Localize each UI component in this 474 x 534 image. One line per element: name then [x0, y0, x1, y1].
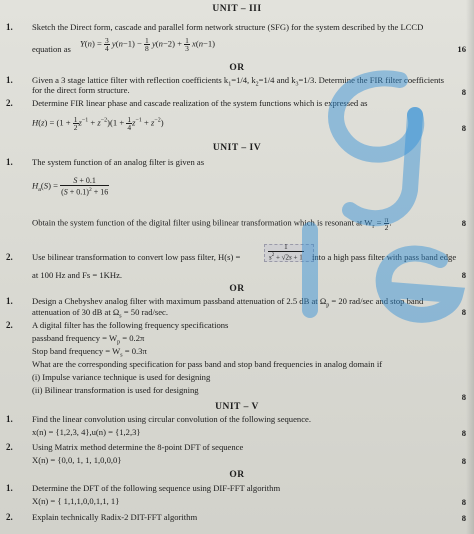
question-number: 1. — [6, 296, 13, 306]
question-text: at 100 Hz and Fs = 1KHz. — [32, 270, 123, 280]
marks: 8 — [461, 270, 466, 280]
question-text: Sketch the Direct form, cascade and parallel form network structure (SFG) for the system described by the LCCD — [32, 22, 424, 32]
page-edge-shadow — [466, 0, 474, 534]
marks: 8 — [461, 307, 466, 317]
or-divider: OR — [229, 284, 245, 294]
unit-5-heading: UNIT – V — [215, 402, 259, 412]
question-number: 1. — [6, 22, 13, 32]
analog-filter-equation: $H_a(S)$ = $\frac{S + 0.1}{(S + 0.1)^2 + 16}$ — [32, 176, 109, 197]
marks: 8 — [461, 87, 466, 97]
question-text: A digital filter has the following frequency specifications — [32, 320, 229, 330]
question-number: 2. — [6, 512, 13, 522]
marks: 8 — [461, 392, 466, 402]
question-text: x(n) = {1,2,3, 4},u(n) = {1,2,3} — [32, 427, 141, 437]
marks: 8 — [461, 428, 466, 438]
question-text: Determine FIR linear phase and cascade realization of the system functions which is expressed as — [32, 98, 368, 108]
marks: 16 — [457, 44, 466, 54]
marks: 8 — [461, 456, 466, 466]
question-number: 1. — [6, 414, 13, 424]
marks: 8 — [461, 497, 466, 507]
question-text: Find the linear convolution using circular convolution of the following sequence. — [32, 414, 311, 424]
question-number: 1. — [6, 75, 13, 85]
question-text: attenuation of 30 dB at $\Omega_s = 50$ rad/sec. — [32, 307, 169, 320]
question-number: 1. — [6, 483, 13, 493]
question-text: equation as — [32, 44, 71, 54]
marks: 8 — [461, 218, 466, 228]
or-divider: OR — [229, 470, 245, 480]
question-text: Use bilinear transformation to convert low pass filter, H(s) = — [32, 252, 241, 262]
marks: 8 — [461, 123, 466, 133]
question-text: Obtain the system function of the digital filter using bilinear transformation which is resonant at $W_r$ = $\frac{\pi}{2}$ . — [32, 215, 392, 232]
question-text: Using Matrix method determine the 8-point DFT of sequence — [32, 442, 244, 452]
question-text: Stop band frequency = $W_s = 0.3\pi$ — [32, 346, 147, 359]
marks: 8 — [461, 513, 466, 523]
question-text: for the direct form structure. — [32, 85, 130, 95]
question-text: Design a Chebyshev analog filter with maximum passband attenuation of 2.5 dB at $\Omega_p = 20$ rad/sec and stop band — [32, 296, 424, 309]
question-number: 1. — [6, 157, 13, 167]
question-text: The system function of an analog filter is given as — [32, 157, 205, 167]
question-text: into a high pass filter with pass band edge — [312, 252, 457, 262]
question-text: Given a 3 stage lattice filter with reflection coefficients $k_1=1/4$, $k_2=1/4$ and $k_3=1/3$. Determine the FIR filter coefficients — [32, 75, 444, 88]
transfer-function-equation: H(z) = (1 + $\frac{1}{2}$ $z^{-1} + z^{-2})(1$ + $\frac{1}{4}$ $z^{-1} + z^{-2}$) — [32, 115, 164, 132]
unit-3-heading: UNIT – III — [212, 4, 262, 14]
question-text: X(n) = { 1,1,1,0,0,1,1, 1} — [32, 496, 120, 506]
question-text: (ii) Bilinear transformation is used for designing — [32, 385, 199, 395]
question-number: 2. — [6, 320, 13, 330]
question-text: Determine the DFT of the following sequence using DIF-FFT algorithm — [32, 483, 281, 493]
question-number: 2. — [6, 98, 13, 108]
question-number: 2. — [6, 252, 13, 262]
question-text: Explain technically Radix-2 DIT-FFT algorithm — [32, 512, 198, 522]
lowpass-equation: $\frac{1}{s^2 + √2s + 1}$ — [269, 243, 303, 262]
question-text: What are the corresponding specification for pass band and stop band frequencies in analog domain if — [32, 359, 383, 369]
unit-4-heading: UNIT – IV — [212, 143, 262, 153]
question-text: X(n) = {0,0, 1, 1, 1,0,0,0} — [32, 455, 122, 465]
question-text: (i) Impulse variance technique is used for designing — [32, 372, 211, 382]
or-divider: OR — [229, 63, 245, 73]
question-text: passband frequency = $W_p = 0.2\pi$ — [32, 333, 145, 346]
question-number: 2. — [6, 442, 13, 452]
lccd-equation: Y(n) = $\frac{3}{4}$ y(n−1) − $\frac{1}{8}$ y(n−2) + $\frac{1}{3}$ x(n−1) — [80, 36, 216, 53]
